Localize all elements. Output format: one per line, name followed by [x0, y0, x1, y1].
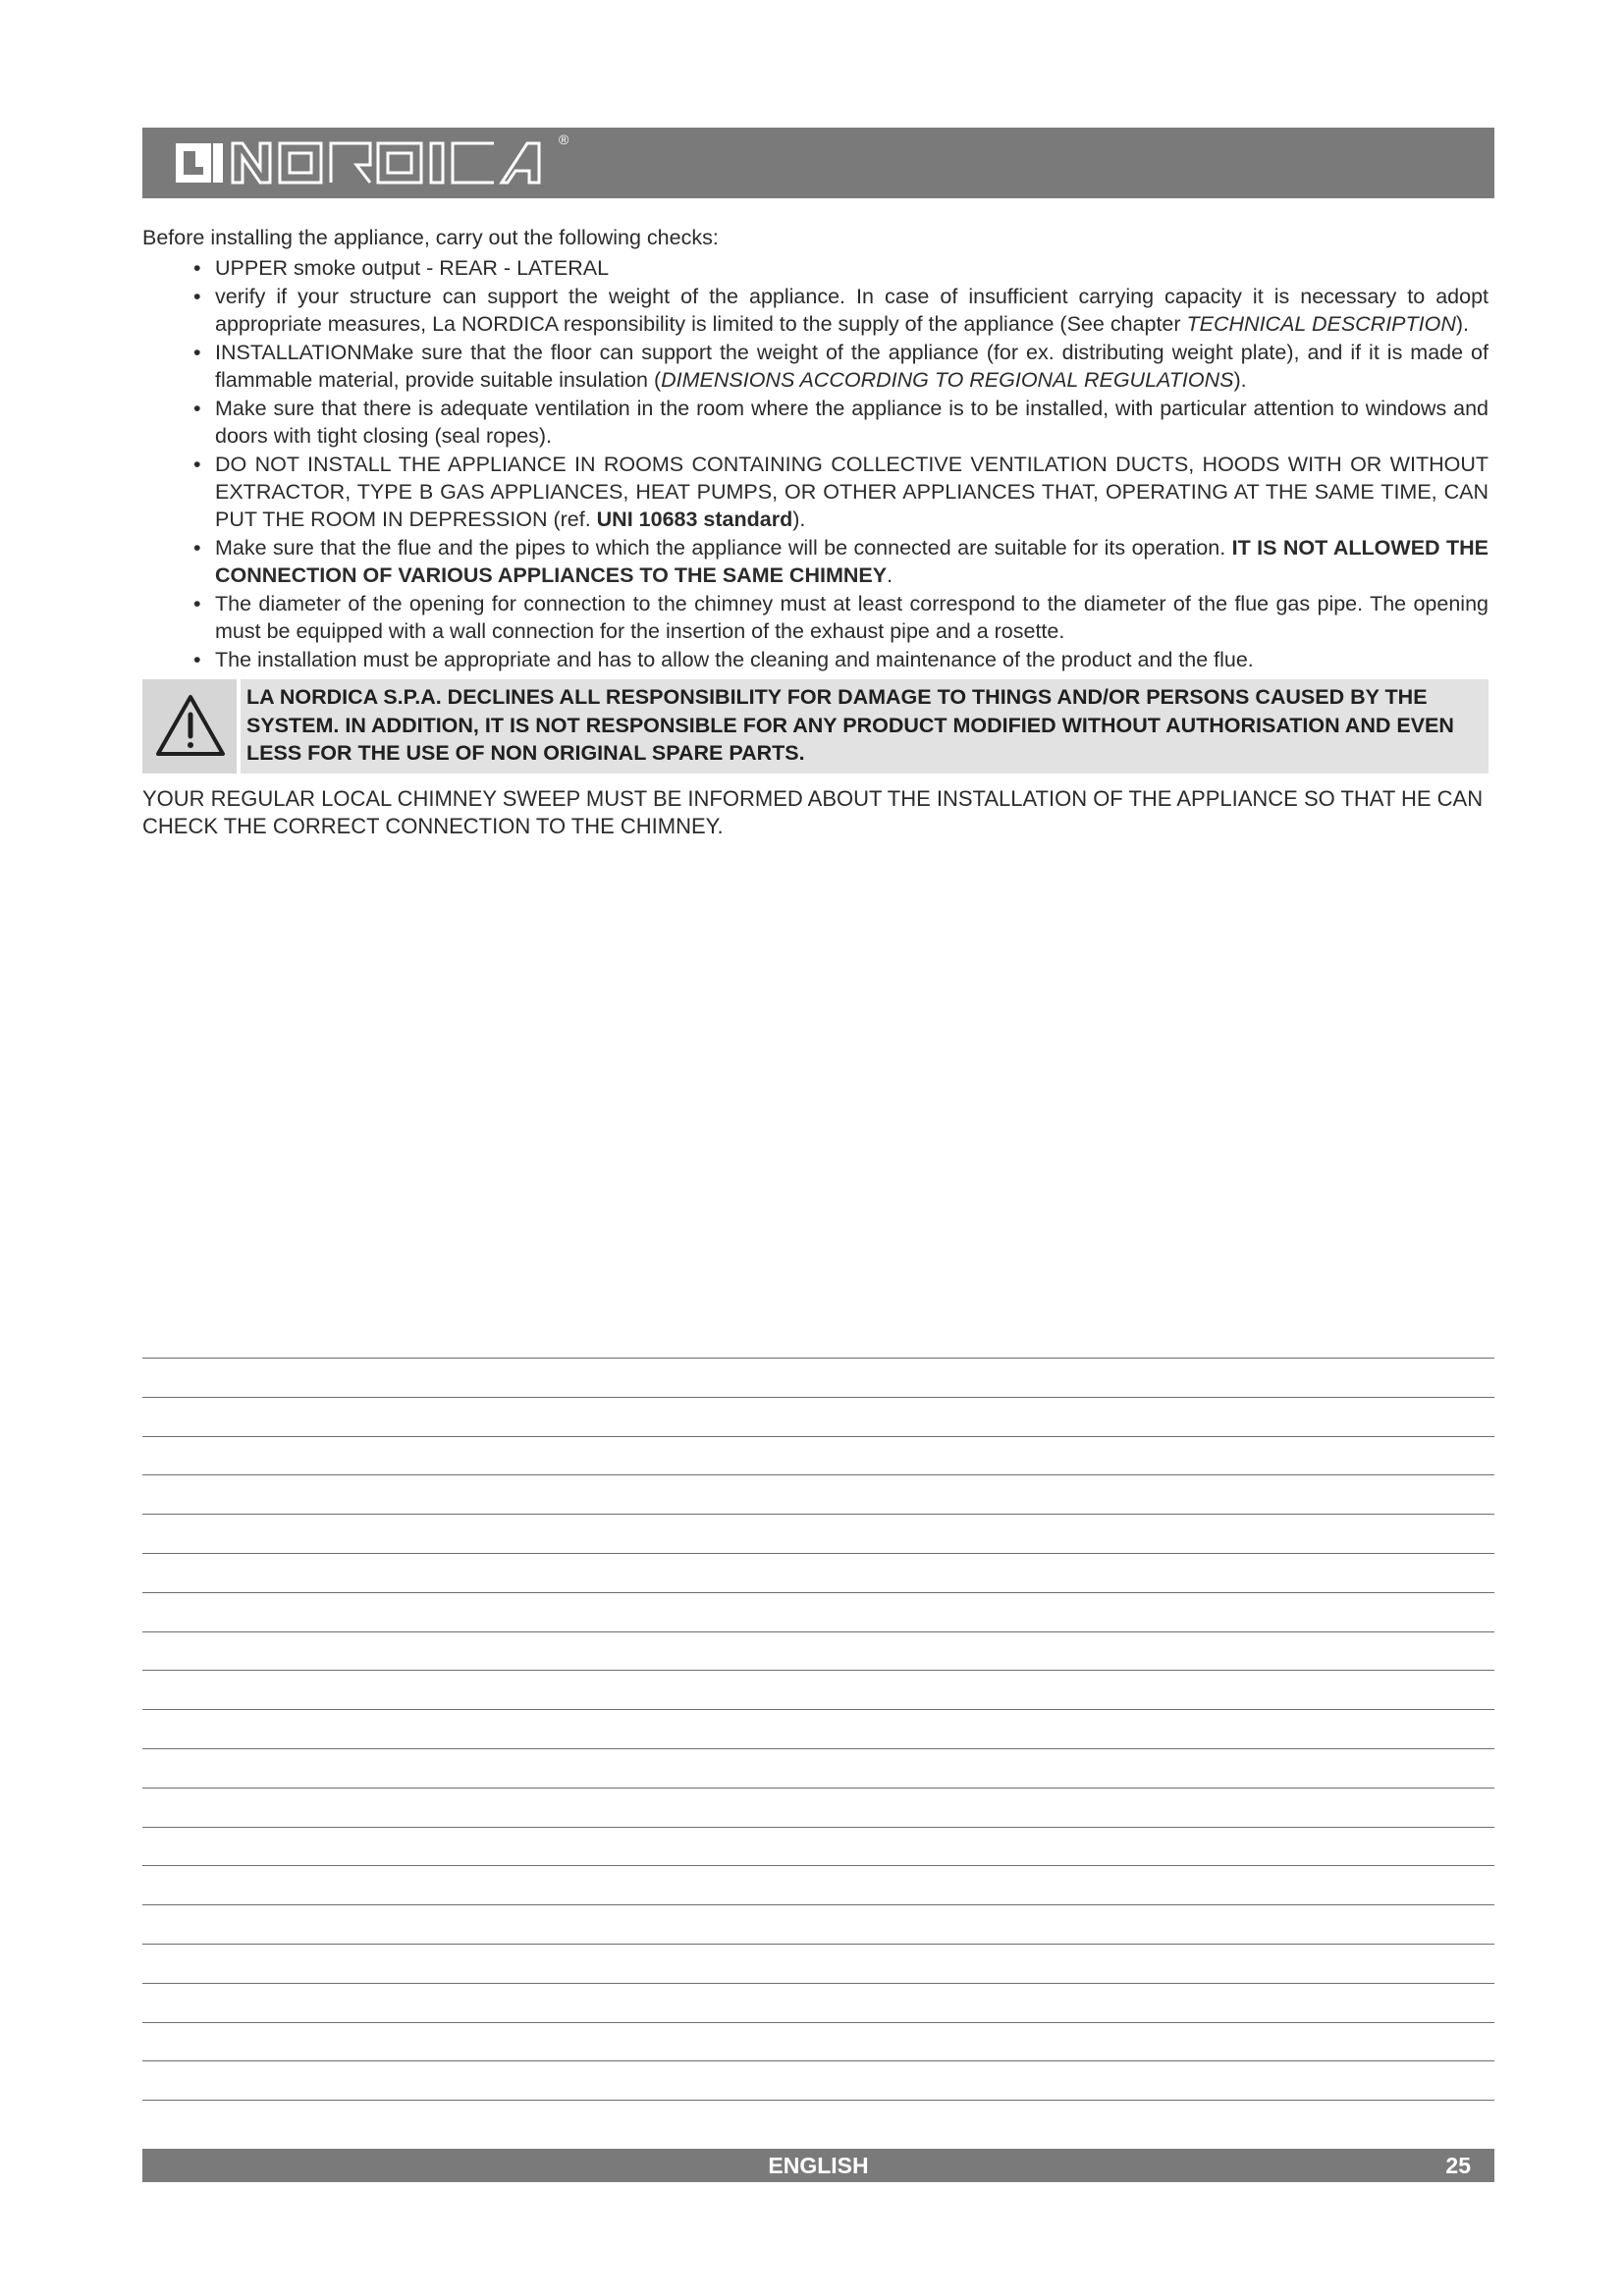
- footer-bar: [142, 2149, 1494, 2182]
- check-item-text: The diameter of the opening for connection to the chimney must at least correspond to the diameter of the flue gas pipe. The opening must be equipped with a wall connection for the insertion of the exhaust pipe and a rosette.: [215, 592, 1489, 643]
- note-line: [142, 1474, 1494, 1475]
- la-nordica-logo-icon: [174, 135, 557, 192]
- check-item: [142, 451, 1494, 533]
- warning-icon-box: [142, 679, 237, 774]
- check-item-text: DO NOT INSTALL THE APPLIANCE IN ROOMS CONTAINING COLLECTIVE VENTILATION DUCTS, HOODS WITH OR WITHOUT EXTRACTOR, TYPE B GAS APPLIANCES, HEAT PUMPS, OR OTHER APPLIANCES THAT, OPERATING AT THE SAME TIME, CAN PUT THE ROOM IN DEPRESSION (ref.: [215, 453, 1489, 531]
- note-line: [142, 1865, 1494, 1866]
- check-item-text: ).: [792, 507, 806, 531]
- note-line: [142, 2100, 1494, 2101]
- check-item-text: TECHNICAL DESCRIPTION: [1186, 312, 1456, 336]
- warning-text: LA NORDICA S.P.A. DECLINES ALL RESPONSIBILITY FOR DAMAGE TO THINGS AND/OR PERSONS CAUSED BY THE SYSTEM. IN ADDITION, IT IS NOT RESPONSIBLE FOR ANY PRODUCT MODIFIED WITHOUT AUTHORISATION AND EVEN LESS FOR THE USE OF NON ORIGINAL SPARE PARTS.: [241, 679, 1489, 774]
- note-line: [142, 1670, 1494, 1671]
- note-line: [142, 1904, 1494, 1905]
- notes-lines: [142, 1358, 1494, 2139]
- check-item: [142, 283, 1494, 338]
- header-bar: [142, 128, 1494, 198]
- note-line: [142, 1827, 1494, 1828]
- check-item: [142, 254, 1494, 282]
- check-item-text: verify if your structure can support the weight of the appliance. In case of insufficient carrying capacity it is necessary to adopt appropriate measures, La NORDICA responsibility is limited to the supply of the appliance (See chapter: [215, 285, 1489, 336]
- warning-box: [142, 679, 1494, 774]
- check-item-text: UNI 10683 standard: [596, 507, 793, 531]
- check-item: [142, 590, 1494, 645]
- check-item-text: Make sure that the flue and the pipes to which the appliance will be connected are suitable for its operation.: [215, 536, 1232, 560]
- main-content: [142, 224, 1494, 840]
- chimney-sweep-notice: YOUR REGULAR LOCAL CHIMNEY SWEEP MUST BE INFORMED ABOUT THE INSTALLATION OF THE APPLIANCE SO THAT HE CAN CHECK THE CORRECT CONNECTION TO THE CHIMNEY.: [142, 786, 1484, 838]
- note-line: [142, 1436, 1494, 1437]
- check-item-text: DIMENSIONS ACCORDING TO REGIONAL REGULATIONS: [661, 368, 1234, 392]
- intro-text: Before installing the appliance, carry out the following checks:: [142, 226, 719, 249]
- registered-mark: ®: [559, 132, 569, 147]
- note-line: [142, 2060, 1494, 2061]
- check-item-text: Make sure that there is adequate ventilation in the room where the appliance is to be installed, with particular attention to windows and doors with tight closing (seal ropes).: [215, 397, 1489, 448]
- checks-list: [142, 254, 1494, 673]
- note-line: [142, 1631, 1494, 1632]
- note-line: [142, 1397, 1494, 1398]
- note-line: [142, 1553, 1494, 1554]
- note-line: [142, 1592, 1494, 1593]
- note-line: [142, 1944, 1494, 1945]
- note-line: [142, 1748, 1494, 1749]
- note-line: [142, 1514, 1494, 1515]
- check-item-text: IT IS NOT ALLOWED THE CONNECTION OF VARIOUS APPLIANCES TO THE SAME CHIMNEY: [215, 536, 1489, 587]
- warning-triangle-icon: [154, 693, 227, 758]
- page-number: 25: [1445, 2153, 1471, 2178]
- note-line: [142, 1983, 1494, 1984]
- note-line: [142, 1358, 1494, 1359]
- check-item-text: ).: [1455, 312, 1470, 336]
- check-item-text: The installation must be appropriate and has to allow the cleaning and maintenance of the product and the flue.: [215, 648, 1254, 671]
- note-line: [142, 1709, 1494, 1710]
- note-line: [142, 2022, 1494, 2023]
- check-item-text: INSTALLATIONMake sure that the floor can support the weight of the appliance (for ex. distributing weight plate), and if it is made of flammable material, provide suitable insulation (: [215, 341, 1489, 392]
- note-line: [142, 1788, 1494, 1789]
- check-item-text: .: [887, 563, 893, 587]
- check-item: [142, 646, 1494, 673]
- check-item: [142, 395, 1494, 450]
- check-item: [142, 534, 1494, 589]
- check-item-text: UPPER smoke output - REAR - LATERAL: [215, 256, 610, 280]
- check-item-text: ).: [1233, 368, 1247, 392]
- footer-language: ENGLISH: [768, 2153, 869, 2178]
- check-item: [142, 339, 1494, 394]
- la-nordica-logo: [174, 132, 569, 192]
